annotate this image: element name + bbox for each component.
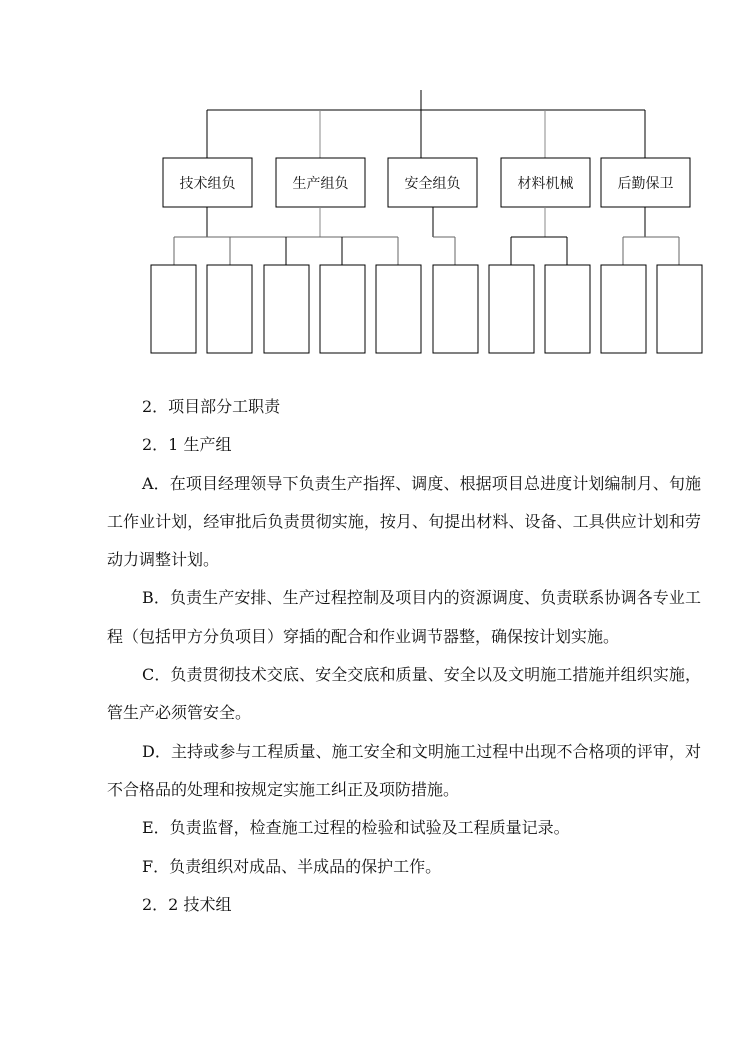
sub-box [264, 265, 309, 353]
group-label-logistics: 后勤保卫 [617, 175, 674, 192]
paragraph-e: E．负责监督，检查施工过程的检验和试验及工程质量记录。 [142, 818, 570, 838]
group-label-production: 生产组负 [292, 175, 349, 192]
subsection-heading: 2．2 技术组 [142, 894, 232, 914]
section-heading: 2．项目部分工职责 [142, 397, 281, 416]
subsection-heading: 2．1 生产组 [142, 435, 232, 455]
sub-box [489, 265, 534, 353]
paragraph-d: D．主持或参与工程质量、施工安全和文明施工过程中出现不合格项的评审，对不合格品的处理和按规定实施工纠正及项防措施。 [107, 741, 701, 799]
paragraph-f: F．负责组织对成品、半成品的保护工作。 [142, 856, 442, 876]
group-label-materials: 材料机械 [517, 175, 574, 192]
sub-box [545, 265, 590, 353]
sub-box [151, 265, 196, 353]
paragraph-a: A．在项目经理领导下负责生产指挥、调度、根据项目总进度计划编制月、旬施工作业计划，经审批后负责贯彻实施，按月、旬提出材料、设备、工具供应计划和劳动力调整计划。 [107, 473, 701, 570]
paragraph-c: C．负责贯彻技术交底、安全交底和质量、安全以及文明施工措施并组织实施，管生产必须管安全。 [107, 665, 701, 723]
group-label-safety: 安全组负 [404, 175, 461, 192]
paragraph-b: B．负责生产安排、生产过程控制及项目内的资源调度、负责联系协调各专业工程（包括甲方分负项目）穿插的配合和作业调节器整，确保按计划实施。 [107, 588, 701, 646]
document-body [107, 388, 701, 924]
sub-box [601, 265, 646, 353]
sub-connectors [174, 237, 679, 265]
sub-box [657, 265, 702, 353]
group-label-technical: 技术组负 [179, 175, 236, 192]
sub-box [320, 265, 365, 353]
sub-box [376, 265, 421, 353]
sub-boxes [151, 265, 702, 353]
sub-box [433, 265, 478, 353]
sub-box [207, 265, 252, 353]
